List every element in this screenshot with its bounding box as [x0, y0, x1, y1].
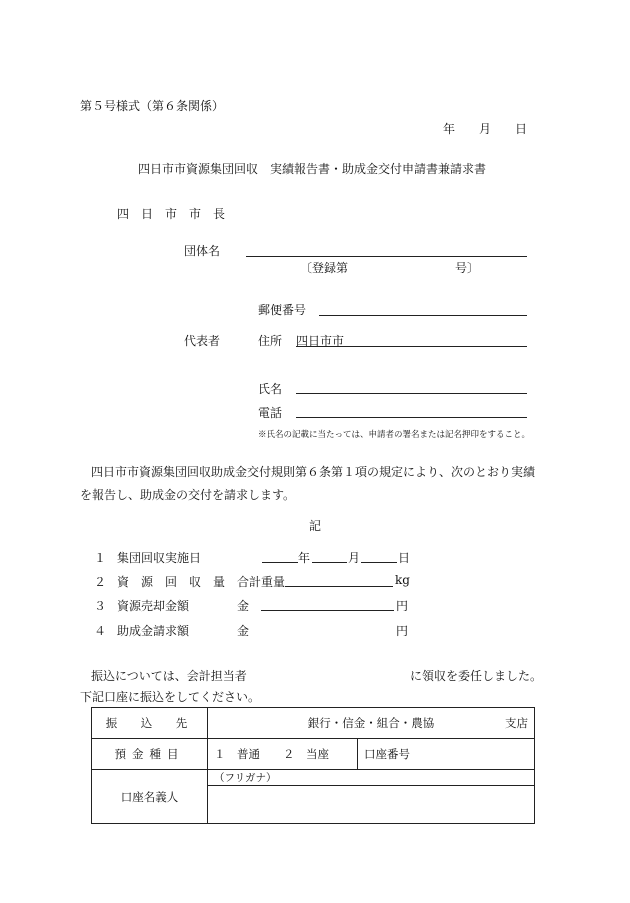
signature-note: ※氏名の記載に当たっては、申請者の署名または記名押印をすること。 — [258, 430, 531, 440]
account-type-label: 預金種目 — [92, 739, 208, 770]
month-unit: 月 — [348, 551, 361, 565]
branch-label: 支店 — [505, 716, 528, 730]
weight-field[interactable] — [285, 586, 393, 587]
request-unit: 円 — [396, 624, 409, 638]
month-field[interactable] — [312, 562, 347, 563]
postal-code-label: 郵便番号 — [258, 303, 307, 317]
transfer-line-2: 下記口座に振込をしてください。 — [80, 690, 261, 704]
organization-label: 団体名 — [184, 244, 221, 258]
day-field[interactable] — [361, 562, 397, 563]
item-label-amount: 資 源 回 収 量 — [117, 575, 226, 589]
body-line-2: を報告し、助成金の交付を請求します。 — [80, 488, 296, 502]
address-prefix: 四日市市 — [296, 334, 345, 348]
body-line-1: 四日市市資源集団回収助成金交付規則第６条第１項の規定により、次のとおり実績 — [91, 465, 536, 479]
furigana-field[interactable]: （フリガナ） — [208, 770, 535, 786]
date-line: 年 月 日 — [443, 122, 528, 136]
year-unit: 年 — [298, 551, 311, 565]
weight-prefix: 合計重量 — [237, 575, 286, 589]
item-number: ３ — [94, 599, 107, 613]
name-field[interactable] — [296, 393, 527, 394]
item-label-sales: 資源売却金額 — [117, 599, 190, 613]
transfer-line-1a: 振込については、会計担当者 — [91, 669, 247, 683]
representative-label: 代表者 — [184, 334, 221, 348]
weight-unit: kg — [395, 573, 410, 587]
account-holder-field[interactable] — [208, 786, 535, 824]
transfer-destination-label: 振 込 先 — [92, 708, 208, 739]
item-number: ２ — [94, 575, 107, 589]
item-label-request: 助成金請求額 — [117, 624, 190, 638]
sales-field[interactable] — [261, 610, 394, 611]
sales-unit: 円 — [396, 599, 409, 613]
day-unit: 日 — [398, 551, 411, 565]
organization-name-field[interactable] — [246, 256, 527, 257]
item-number: １ — [94, 551, 107, 565]
request-prefix: 金 — [237, 624, 250, 638]
address-label: 住所 — [258, 334, 283, 348]
name-label: 氏名 — [258, 382, 283, 396]
form-title: 四日市市資源集団回収 実績報告書・助成金交付申請書兼請求書 — [138, 162, 487, 176]
registration-open: 〔登録第 — [300, 261, 349, 275]
bank-name-cell[interactable] — [208, 708, 535, 739]
transfer-line-1b: に領収を委任しました。 — [410, 669, 543, 683]
account-type-options[interactable]: １ 普通 ２ 当座 — [208, 739, 358, 770]
bank-types: 銀行・信金・組合・農協 — [307, 716, 435, 730]
ki-heading: 記 — [309, 519, 322, 533]
bank-account-table — [91, 707, 535, 824]
registration-close: 号〕 — [455, 261, 480, 275]
account-holder-label: 口座名義人 — [92, 770, 208, 824]
addressee: 四 日 市 市 長 — [117, 207, 226, 221]
address-field[interactable] — [296, 346, 527, 347]
account-number-cell[interactable]: 口座番号 — [358, 739, 535, 770]
sales-prefix: 金 — [237, 599, 250, 613]
postal-code-field[interactable] — [319, 315, 527, 316]
form-number: 第５号様式（第６条関係） — [80, 99, 225, 113]
year-field[interactable] — [262, 562, 298, 563]
phone-field[interactable] — [296, 417, 527, 418]
item-label-date: 集団回収実施日 — [117, 551, 202, 565]
phone-label: 電話 — [258, 406, 283, 420]
item-number: ４ — [94, 624, 107, 638]
